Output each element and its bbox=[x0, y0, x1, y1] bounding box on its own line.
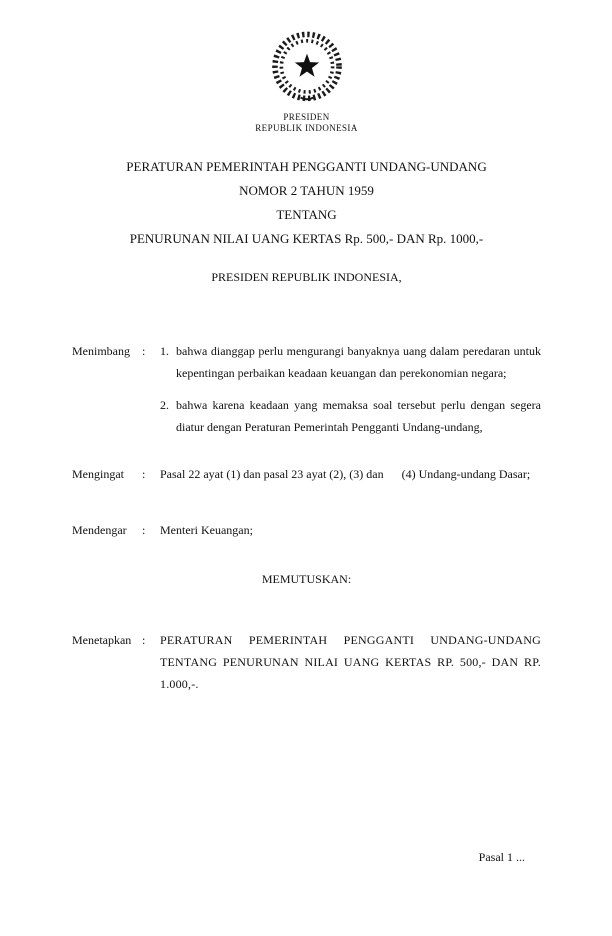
state-seal-emblem bbox=[266, 28, 348, 108]
menetapkan-colon: : bbox=[142, 633, 146, 647]
decision-heading: MEMUTUSKAN: bbox=[261, 572, 352, 586]
clause-menimbang bbox=[72, 340, 541, 438]
mendengar-text: Menteri Keuangan; bbox=[160, 523, 253, 537]
mengingat-label: Mengingat bbox=[72, 467, 124, 481]
menetapkan-text: PERATURAN PEMERINTAH PENGGANTI UNDANG-UNDANG TENTANG PENURUNAN NILAI UANG KERTAS RP. 500,- DAN RP. 1.000,-. bbox=[160, 633, 541, 691]
title-regulation-type: PERATURAN PEMERINTAH PENGGANTI UNDANG-UNDANG bbox=[126, 159, 487, 174]
menimbang-item-2-text: bahwa karena keadaan yang memaksa soal tersebut perlu dengan segera diatur dengan Peraturan Pemerintah Pengganti Undang-undang, bbox=[176, 398, 541, 434]
menimbang-item-1 bbox=[160, 340, 541, 384]
document-title-block bbox=[72, 160, 541, 246]
clause-mengingat bbox=[72, 463, 541, 485]
menetapkan-label: Menetapkan bbox=[72, 633, 132, 647]
menimbang-label: Menimbang bbox=[72, 344, 130, 358]
document-header bbox=[72, 28, 541, 134]
clause-mendengar bbox=[72, 519, 541, 541]
title-tentang: TENTANG bbox=[276, 207, 337, 222]
mendengar-label: Mendengar bbox=[72, 523, 127, 537]
next-page-marker: Pasal 1 ... bbox=[478, 850, 525, 864]
wreath-star-icon bbox=[266, 28, 348, 108]
mendengar-colon: : bbox=[142, 523, 146, 537]
mengingat-colon: : bbox=[142, 467, 146, 481]
clause-menetapkan bbox=[72, 629, 541, 695]
salutation-line: PRESIDEN REPUBLIK INDONESIA, bbox=[211, 270, 402, 284]
institution-name: PRESIDEN bbox=[283, 112, 330, 122]
menimbang-item-2-number: 2. bbox=[160, 398, 169, 412]
menimbang-item-2 bbox=[160, 394, 541, 438]
mengingat-text: Pasal 22 ayat (1) dan pasal 23 ayat (2), (3) dan (4) Undang-undang Dasar; bbox=[160, 467, 531, 481]
institution-country: REPUBLIK INDONESIA bbox=[255, 123, 358, 133]
menimbang-body bbox=[160, 340, 541, 438]
menimbang-item-1-text: bahwa dianggap perlu mengurangi banyaknya uang dalam peredaran untuk kepentingan perbaikan keadaan keuangan dan perekonomian negara; bbox=[176, 344, 541, 380]
menimbang-item-1-number: 1. bbox=[160, 344, 169, 358]
title-subject: PENURUNAN NILAI UANG KERTAS Rp. 500,- DAN Rp. 1000,- bbox=[129, 231, 484, 246]
menimbang-colon: : bbox=[142, 344, 146, 358]
title-number-year: NOMOR 2 TAHUN 1959 bbox=[239, 183, 374, 198]
